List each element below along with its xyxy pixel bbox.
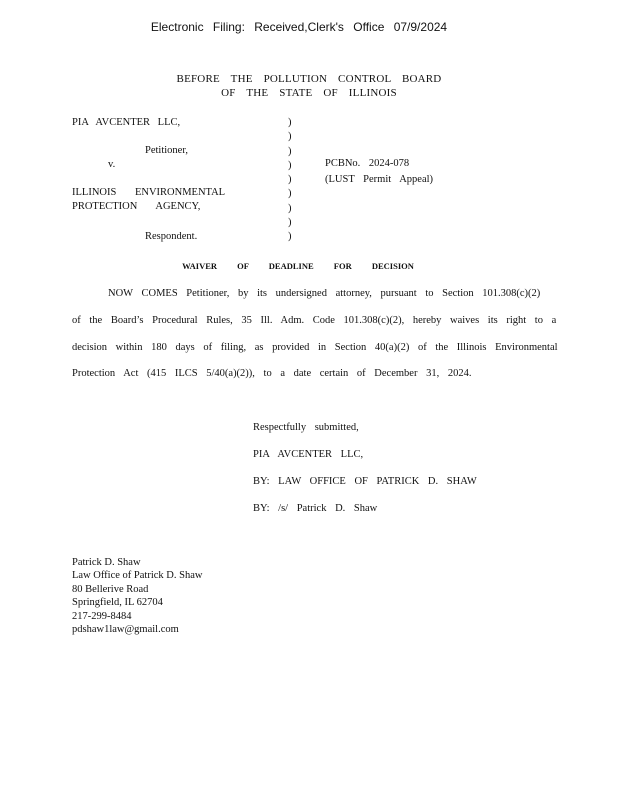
party-name: PIA AVCENTER LLC, bbox=[253, 449, 364, 460]
body-line: Protection Act (415 ILCS 5/40(a)(2)), to a date certain of December 31, 2024. bbox=[72, 368, 472, 379]
paren: ) bbox=[288, 217, 292, 229]
respondent-name-line2: PROTECTION AGENCY, bbox=[72, 201, 201, 212]
versus-label: v. bbox=[108, 159, 116, 170]
address-phone: 217-299-8484 bbox=[72, 610, 132, 622]
address-email: pdshaw1law@gmail.com bbox=[72, 624, 179, 636]
body-line: of the Board’s Procedural Rules, 35 Ill. Adm. Code 101.308(c)(2), hereby waives its right to a bbox=[72, 315, 557, 326]
caption-parentheses bbox=[288, 116, 292, 245]
address-firm: Law Office of Patrick D. Shaw bbox=[72, 570, 203, 582]
paren: ) bbox=[288, 174, 292, 186]
document-heading: WAIVER OF DEADLINE FOR DECISION bbox=[182, 261, 414, 271]
respondent-name-line1: ILLINOIS ENVIRONMENTAL bbox=[72, 187, 226, 198]
attorney-address bbox=[72, 556, 202, 636]
petitioner-role: Petitioner, bbox=[145, 145, 189, 156]
electronic-signature: BY: /s/ Patrick D. Shaw bbox=[253, 503, 378, 514]
address-city: Springfield, IL 62704 bbox=[72, 597, 163, 609]
paren: ) bbox=[288, 202, 292, 214]
court-title-line1: BEFORE THE POLLUTION CONTROL BOARD bbox=[176, 73, 442, 85]
attorney-firm-line: BY: LAW OFFICE OF PATRICK D. SHAW bbox=[253, 476, 477, 487]
body-line: NOW COMES Petitioner, by its undersigned attorney, pursuant to Section 101.308(c)(2) bbox=[108, 288, 541, 299]
paren: ) bbox=[288, 159, 292, 171]
closing-text: Respectfully submitted, bbox=[253, 422, 359, 433]
address-name: Patrick D. Shaw bbox=[72, 557, 141, 568]
body-line: decision within 180 days of filing, as provided in Section 40(a)(2) of the Illinois Environmental bbox=[72, 342, 558, 353]
paren: ) bbox=[288, 231, 292, 243]
court-title-line2: OF THE STATE OF ILLINOIS bbox=[221, 87, 397, 99]
paren: ) bbox=[288, 131, 292, 143]
case-type: (LUST Permit Appeal) bbox=[325, 174, 434, 185]
case-number: PCBNo. 2024-078 bbox=[325, 158, 410, 169]
paren: ) bbox=[288, 145, 292, 157]
respondent-role: Respondent. bbox=[145, 231, 198, 242]
address-street: 80 Bellerive Road bbox=[72, 583, 149, 595]
petitioner-name: PIA AVCENTER LLC, bbox=[72, 117, 181, 128]
paren: ) bbox=[288, 188, 292, 200]
filing-stamp: Electronic Filing: Received,Clerk's Office 07/9/2024 bbox=[150, 20, 448, 34]
paren: ) bbox=[288, 117, 292, 128]
